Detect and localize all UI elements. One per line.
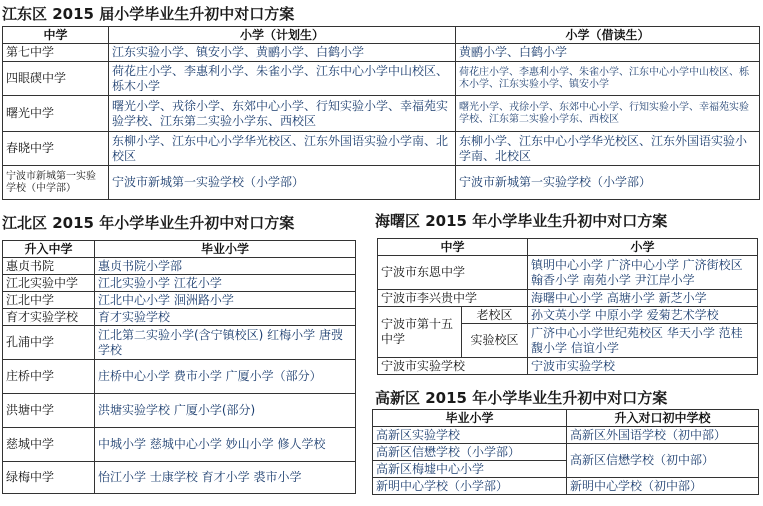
jiangdong-transfer: 荷花庄小学、李惠利小学、朱雀小学、江东中心小学中山校区、栎木小学、江东实验小学、镇安小学	[456, 62, 760, 96]
table-row	[373, 427, 759, 444]
jiangbei-table	[2, 240, 356, 494]
jiangbei-middle: 江北实验中学	[3, 275, 95, 292]
jiangbei-middle: 育才实验学校	[3, 309, 95, 326]
table-row	[3, 166, 760, 200]
gaoxin-primary: 高新区信懋学校（小学部）	[373, 444, 567, 461]
table-row	[373, 444, 759, 461]
jiangdong-title: 江东区 2015 届小学毕业生升初中对口方案	[2, 5, 295, 23]
jiangdong-planned: 东柳小学、江东中心小学华光校区、江东外国语实验小学南、北校区	[109, 132, 456, 166]
jiangdong-school: 宁波市新城第一实验学校（中学部）	[3, 166, 109, 200]
haishu-title: 海曙区 2015 年小学毕业生升初中对口方案	[375, 212, 668, 230]
gaoxin-table	[372, 409, 759, 495]
jiangbei-primary: 江北实验小学 江花小学	[95, 275, 356, 292]
table-row	[3, 62, 760, 96]
jiangbei-primary: 中城小学 慈城中心小学 妙山小学 修人学校	[95, 428, 356, 462]
jiangbei-middle: 惠贞书院	[3, 258, 95, 275]
gaoxin-middle: 高新区外国语学校（初中部）	[567, 427, 759, 444]
haishu-campus: 老校区	[462, 307, 528, 324]
jiangdong-planned: 宁波市新城第一实验学校（小学部）	[109, 166, 456, 200]
jiangdong-transfer: 曙光小学、戎徐小学、东郊中心小学、行知实验小学、幸福苑实验学校、江东第二实验小学东、西校区	[456, 96, 760, 132]
jiangbei-primary: 洪塘实验学校 广厦小学(部分)	[95, 394, 356, 428]
jiangdong-school: 第七中学	[3, 44, 109, 62]
table-row	[378, 290, 758, 307]
haishu-header-middle: 中学	[378, 239, 528, 256]
haishu-primary: 广济中心小学世纪苑校区 华天小学 范桂馥小学 信谊小学	[528, 324, 758, 358]
jiangdong-school: 四眼碶中学	[3, 62, 109, 96]
jiangbei-middle: 庄桥中学	[3, 360, 95, 394]
jiangbei-primary: 庄桥中心小学 费市小学 广厦小学（部分）	[95, 360, 356, 394]
table-row	[3, 275, 356, 292]
jiangbei-header-middle: 升入中学	[3, 241, 95, 258]
table-row	[3, 44, 760, 62]
table-row	[3, 132, 760, 166]
haishu-primary: 海曙中心小学 高塘小学 新芝小学	[528, 290, 758, 307]
haishu-middle: 宁波市李兴贵中学	[378, 290, 528, 307]
jiangdong-header-planned: 小学（计划生）	[109, 27, 456, 44]
haishu-middle: 宁波市东恩中学	[378, 256, 528, 290]
table-row	[378, 358, 758, 375]
jiangdong-planned: 曙光小学、戎徐小学、东郊中心小学、行知实验小学、幸福苑实验学校、江东第二实验小学东、西校区	[109, 96, 456, 132]
jiangbei-header-primary: 毕业小学	[95, 241, 356, 258]
jiangbei-primary: 江北第二实验小学(含宁镇校区) 红梅小学 唐弢学校	[95, 326, 356, 360]
gaoxin-middle: 高新区信懋学校（初中部）	[567, 444, 759, 478]
table-row	[3, 360, 356, 394]
jiangbei-middle: 绿梅中学	[3, 462, 95, 494]
gaoxin-middle: 新明中心学校（初中部）	[567, 478, 759, 495]
jiangdong-table	[2, 26, 760, 200]
jiangbei-middle: 洪塘中学	[3, 394, 95, 428]
haishu-primary: 镇明中心小学 广济中心小学 广济街校区 翰香小学 南苑小学 尹江岸小学	[528, 256, 758, 290]
gaoxin-title: 高新区 2015 年小学毕业生升初中对口方案	[375, 389, 668, 407]
haishu-primary: 宁波市实验学校	[528, 358, 758, 375]
table-row	[3, 292, 356, 309]
table-row	[378, 307, 758, 324]
table-row	[3, 428, 356, 462]
jiangbei-middle: 江北中学	[3, 292, 95, 309]
table-row	[373, 478, 759, 495]
table-row	[3, 462, 356, 494]
jiangbei-primary: 怡江小学 士康学校 育才小学 裘市小学	[95, 462, 356, 494]
jiangbei-title: 江北区 2015 年小学毕业生升初中对口方案	[2, 214, 295, 232]
jiangdong-planned: 荷花庄小学、李惠利小学、朱雀小学、江东中心小学中山校区、栎木小学	[109, 62, 456, 96]
table-row	[3, 258, 356, 275]
haishu-middle: 宁波市第十五中学	[378, 307, 462, 358]
jiangbei-middle: 孔浦中学	[3, 326, 95, 360]
jiangdong-transfer: 黄鹂小学、白鹤小学	[456, 44, 760, 62]
jiangdong-transfer: 东柳小学、江东中心小学华光校区、江东外国语实验小学南、北校区	[456, 132, 760, 166]
gaoxin-primary: 高新区梅墟中心小学	[373, 461, 567, 478]
table-row	[378, 256, 758, 290]
jiangdong-header-middle: 中学	[3, 27, 109, 44]
table-row	[3, 394, 356, 428]
haishu-middle: 宁波市实验学校	[378, 358, 528, 375]
gaoxin-header-primary: 毕业小学	[373, 410, 567, 427]
gaoxin-primary: 高新区实验学校	[373, 427, 567, 444]
jiangbei-primary: 江北中心小学 洄洲路小学	[95, 292, 356, 309]
jiangbei-primary: 惠贞书院小学部	[95, 258, 356, 275]
jiangbei-primary: 育才实验学校	[95, 309, 356, 326]
jiangbei-middle: 慈城中学	[3, 428, 95, 462]
gaoxin-primary: 新明中心学校（小学部）	[373, 478, 567, 495]
haishu-campus: 实验校区	[462, 324, 528, 358]
table-row	[3, 96, 760, 132]
haishu-table	[377, 238, 758, 375]
haishu-header-primary: 小学	[528, 239, 758, 256]
haishu-primary: 孙文英小学 中原小学 爱菊艺术学校	[528, 307, 758, 324]
jiangdong-transfer: 宁波市新城第一实验学校（小学部）	[456, 166, 760, 200]
jiangdong-school: 春晓中学	[3, 132, 109, 166]
jiangdong-school: 曙光中学	[3, 96, 109, 132]
gaoxin-header-middle: 升入对口初中学校	[567, 410, 759, 427]
table-row	[3, 309, 356, 326]
table-row	[3, 326, 356, 360]
jiangdong-planned: 江东实验小学、镇安小学、黄鹂小学、白鹤小学	[109, 44, 456, 62]
jiangdong-header-transfer: 小学（借读生）	[456, 27, 760, 44]
